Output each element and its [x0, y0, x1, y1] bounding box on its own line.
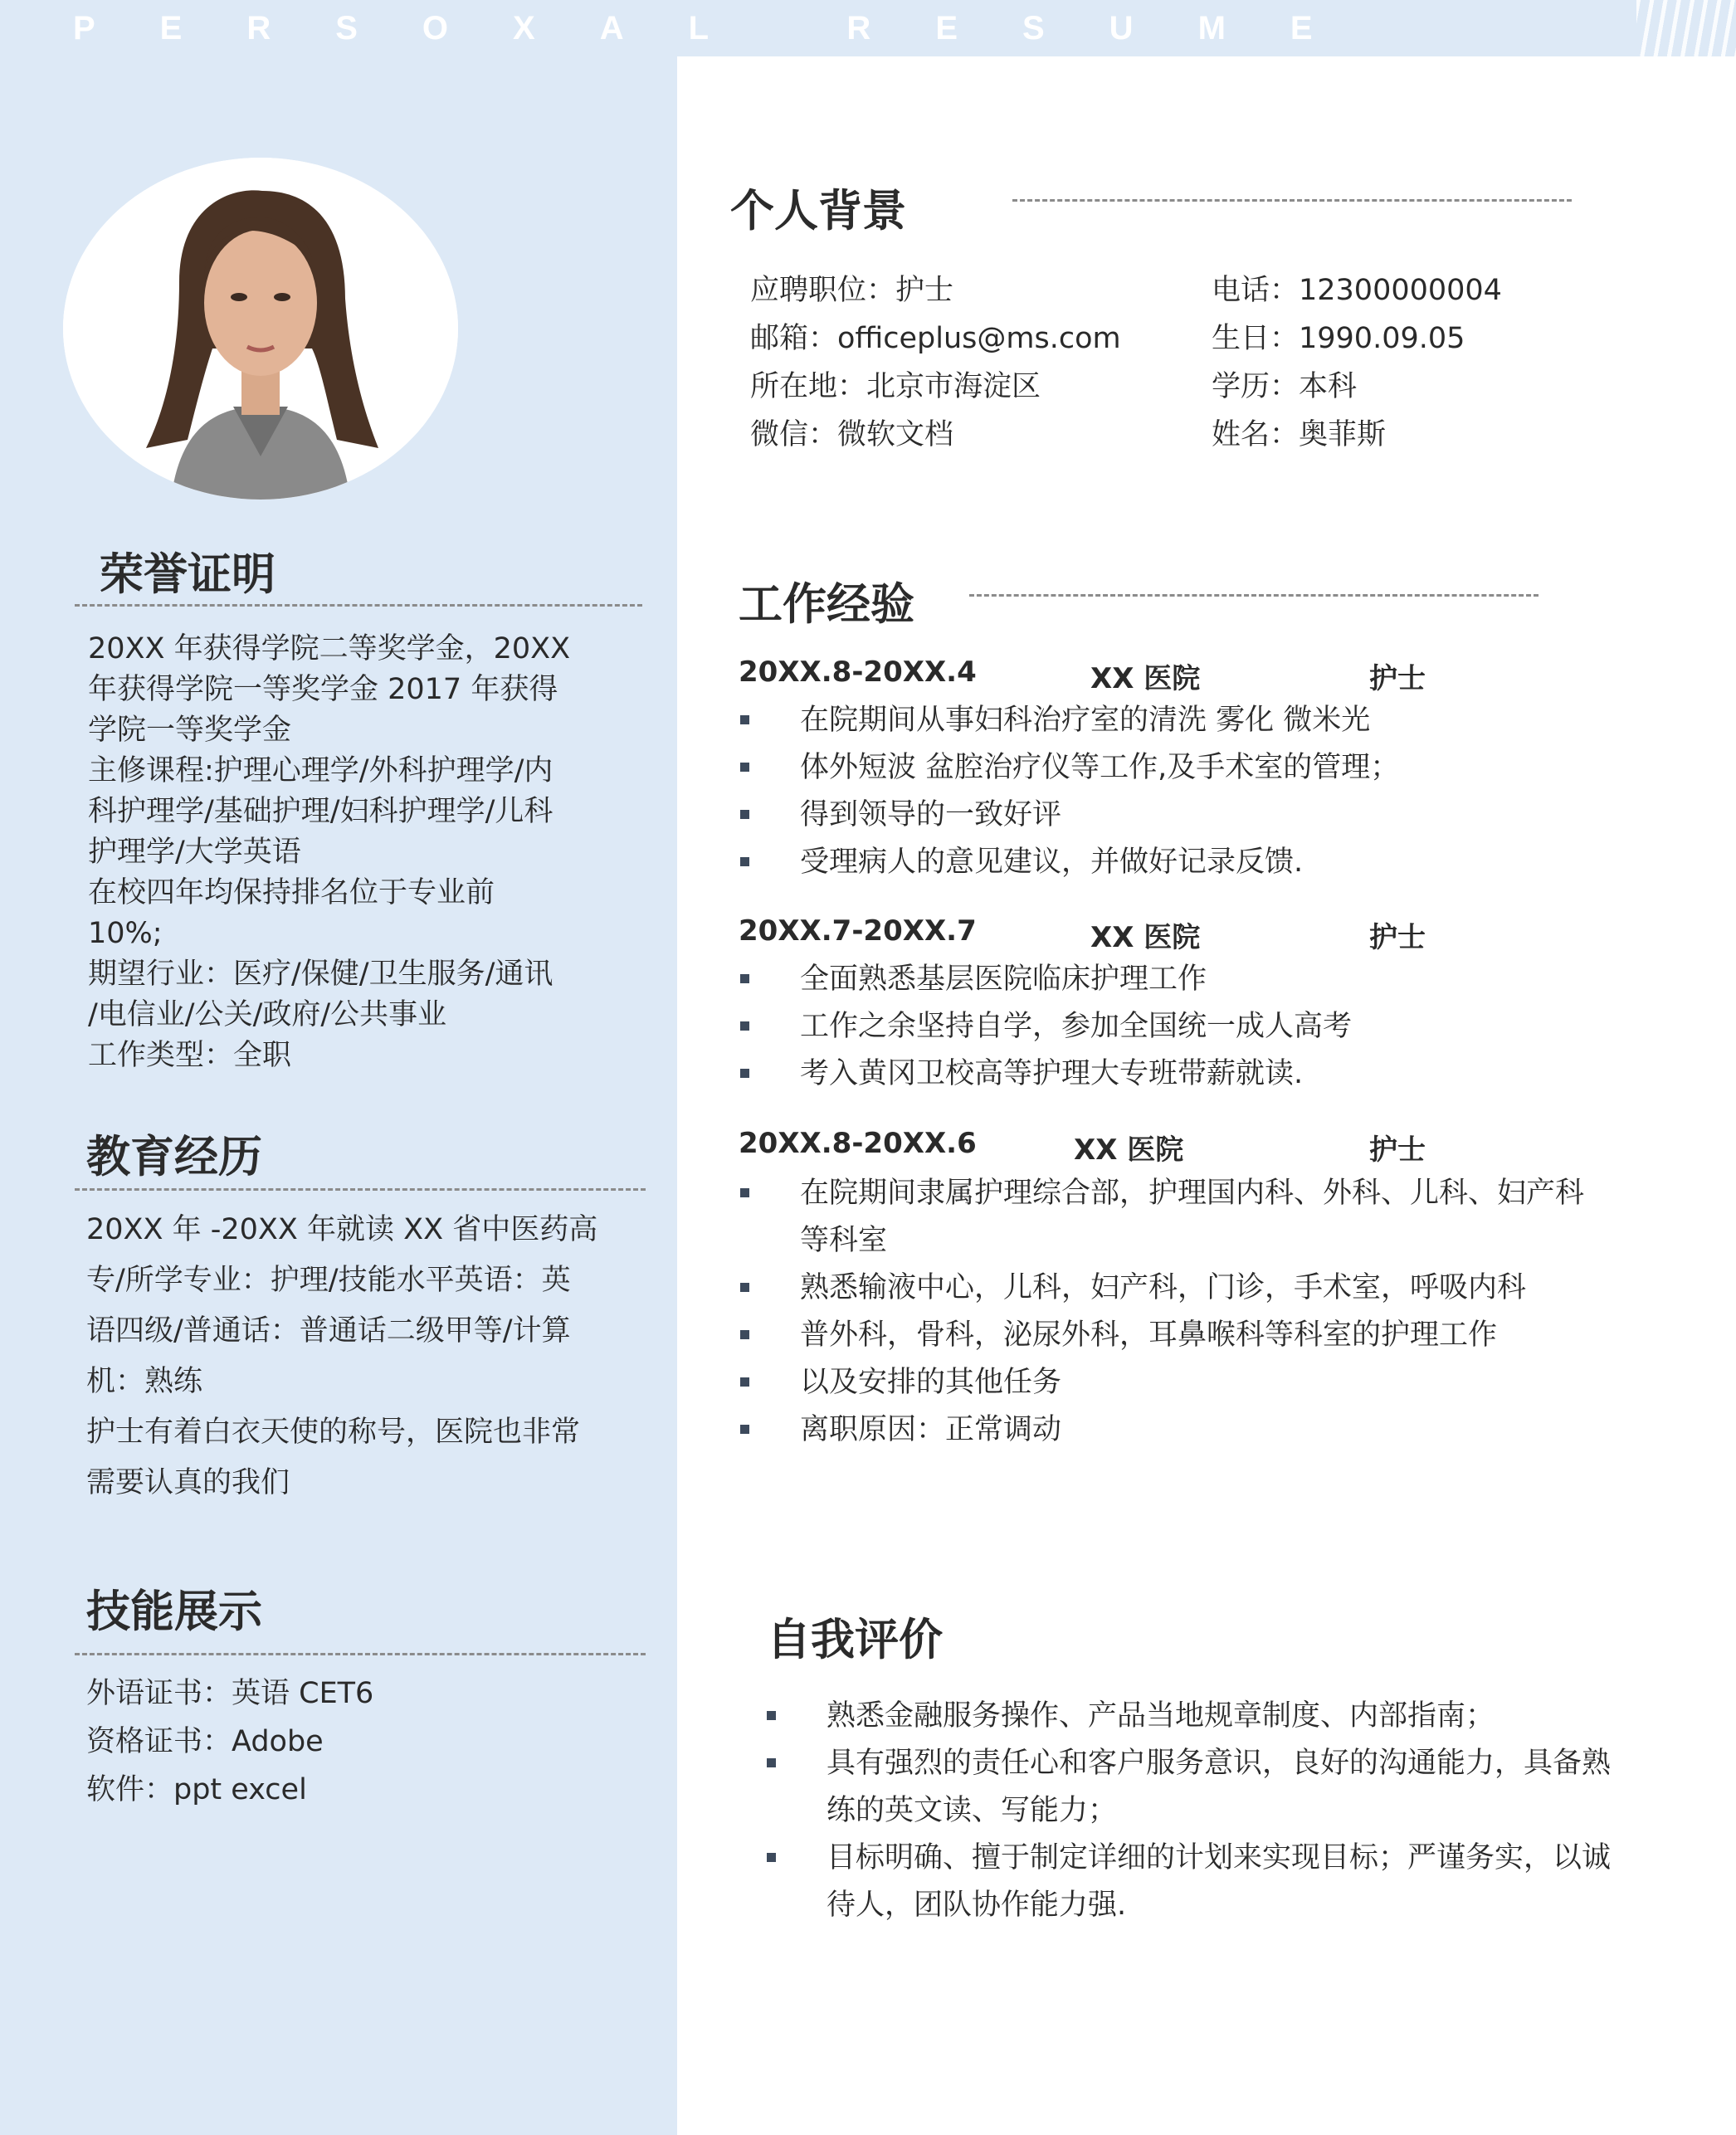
honors-line: 主修课程:护理心理学/外科护理学/内	[88, 754, 553, 787]
honors-line: 在校四年均保持排名位于专业前	[88, 876, 495, 909]
position-field: 应聘职位：护士	[750, 274, 954, 307]
honors-divider	[75, 604, 642, 607]
job-bullet: 熟悉输液中心，儿科，妇产科，门诊，手术室，呼吸内科	[740, 1265, 1603, 1312]
self-eval-title: 自我评价	[767, 1615, 943, 1665]
job-org: XX 医院	[1074, 1133, 1184, 1167]
skills-title: 技能展示	[86, 1587, 262, 1637]
job-bullet: 在院期间从事妇科治疗室的清洗 雾化 微米光	[740, 697, 1603, 744]
job-org: XX 医院	[1090, 662, 1201, 695]
job-header	[739, 914, 1568, 954]
location-field: 所在地：北京市海淀区	[750, 370, 1041, 403]
work-title: 工作经验	[739, 579, 914, 630]
education-content	[86, 1205, 651, 1509]
job-period: 20XX.7-20XX.7	[739, 914, 977, 948]
job-bullet: 受理病人的意见建议，并做好记录反馈.	[740, 839, 1603, 886]
name-field: 姓名：奥菲斯	[1212, 418, 1387, 451]
education-level-field: 学历：本科	[1212, 370, 1358, 403]
job-role: 护士	[1369, 921, 1426, 954]
background-title: 个人背景	[730, 186, 906, 236]
birthday-field: 生日：1990.09.05	[1212, 322, 1465, 355]
job-header	[739, 656, 1568, 695]
job-header	[739, 1127, 1568, 1167]
self-eval-bullet: 具有强烈的责任心和客户服务意识，良好的沟通能力，具备熟练的英文读、写能力；	[767, 1740, 1613, 1835]
education-line: 需要认真的我们	[86, 1466, 290, 1499]
skills-divider	[75, 1653, 646, 1655]
job-bullet: 工作之余坚持自学，参加全国统一成人高考	[740, 1003, 1603, 1050]
honors-line: 工作类型：全职	[88, 1039, 292, 1072]
honors-line: 学院一等奖学金	[88, 714, 292, 747]
honors-content	[88, 629, 619, 1076]
job-bullet: 以及安排的其他任务	[740, 1359, 1603, 1406]
education-line: 专/所学专业：护理/技能水平英语：英	[86, 1264, 571, 1297]
job-period: 20XX.8-20XX.6	[739, 1127, 977, 1160]
job-org: XX 医院	[1090, 921, 1201, 954]
self-eval-bullet: 目标明确、擅于制定详细的计划来实现目标；严谨务实，以诚待人，团队协作能力强.	[767, 1835, 1613, 1929]
job-bullet: 在院期间隶属护理综合部，护理国内科、外科、儿科、妇产科等科室	[740, 1170, 1603, 1265]
job-bullet: 全面熟悉基层医院临床护理工作	[740, 956, 1603, 1003]
email-field: 邮箱：officeplus@ms.com	[750, 322, 1121, 355]
job-period: 20XX.8-20XX.4	[739, 656, 977, 689]
education-line: 20XX 年 -20XX 年就读 XX 省中医药高	[86, 1213, 598, 1246]
banner-title: PERSOXAL RESUME	[73, 9, 1378, 46]
decorative-stripes	[1636, 0, 1736, 56]
honors-line: 20XX 年获得学院二等奖学金，20XX	[88, 632, 571, 665]
honors-line: /电信业/公关/政府/公共事业	[88, 998, 447, 1031]
background-divider	[1012, 199, 1572, 202]
honors-line: 10%;	[88, 917, 163, 950]
education-title: 教育经历	[86, 1132, 262, 1182]
job-role: 护士	[1369, 1133, 1426, 1167]
skills-content	[86, 1669, 651, 1814]
education-divider	[75, 1188, 646, 1191]
job-bullet: 离职原因：正常调动	[740, 1406, 1603, 1454]
honors-title: 荣誉证明	[100, 549, 276, 600]
phone-field: 电话：12300000004	[1212, 274, 1502, 307]
job-bullets	[740, 956, 1603, 1098]
education-line: 语四级/普通话：普通话二级甲等/计算	[86, 1314, 571, 1348]
education-line: 护士有着白衣天使的称号，医院也非常	[86, 1416, 581, 1449]
honors-line: 年获得学院一等奖学金 2017 年获得	[88, 673, 558, 706]
wechat-field: 微信：微软文档	[750, 418, 954, 451]
job-role: 护士	[1369, 662, 1426, 695]
skills-line: 软件：ppt excel	[86, 1773, 307, 1806]
job-bullets	[740, 697, 1603, 886]
portrait-image	[63, 158, 458, 500]
job-bullet: 得到领导的一致好评	[740, 792, 1603, 839]
job-bullet: 考入黄冈卫校高等护理大专班带薪就读.	[740, 1050, 1603, 1098]
honors-line: 科护理学/基础护理/妇科护理学/儿科	[88, 795, 553, 828]
work-divider	[969, 594, 1539, 597]
job-bullet: 体外短波 盆腔治疗仪等工作,及手术室的管理；	[740, 744, 1603, 792]
self-eval-bullets	[767, 1693, 1613, 1929]
education-line: 机：熟练	[86, 1365, 203, 1398]
job-bullet: 普外科，骨科，泌尿外科，耳鼻喉科等科室的护理工作	[740, 1312, 1603, 1359]
skills-line: 资格证书：Adobe	[86, 1725, 324, 1758]
self-eval-bullet: 熟悉金融服务操作、产品当地规章制度、内部指南；	[767, 1693, 1613, 1740]
honors-line: 期望行业：医疗/保健/卫生服务/通讯	[88, 958, 553, 991]
honors-line: 护理学/大学英语	[88, 836, 301, 869]
skills-line: 外语证书：英语 CET6	[86, 1677, 374, 1710]
job-bullets	[740, 1170, 1603, 1454]
profile-photo	[63, 158, 458, 500]
